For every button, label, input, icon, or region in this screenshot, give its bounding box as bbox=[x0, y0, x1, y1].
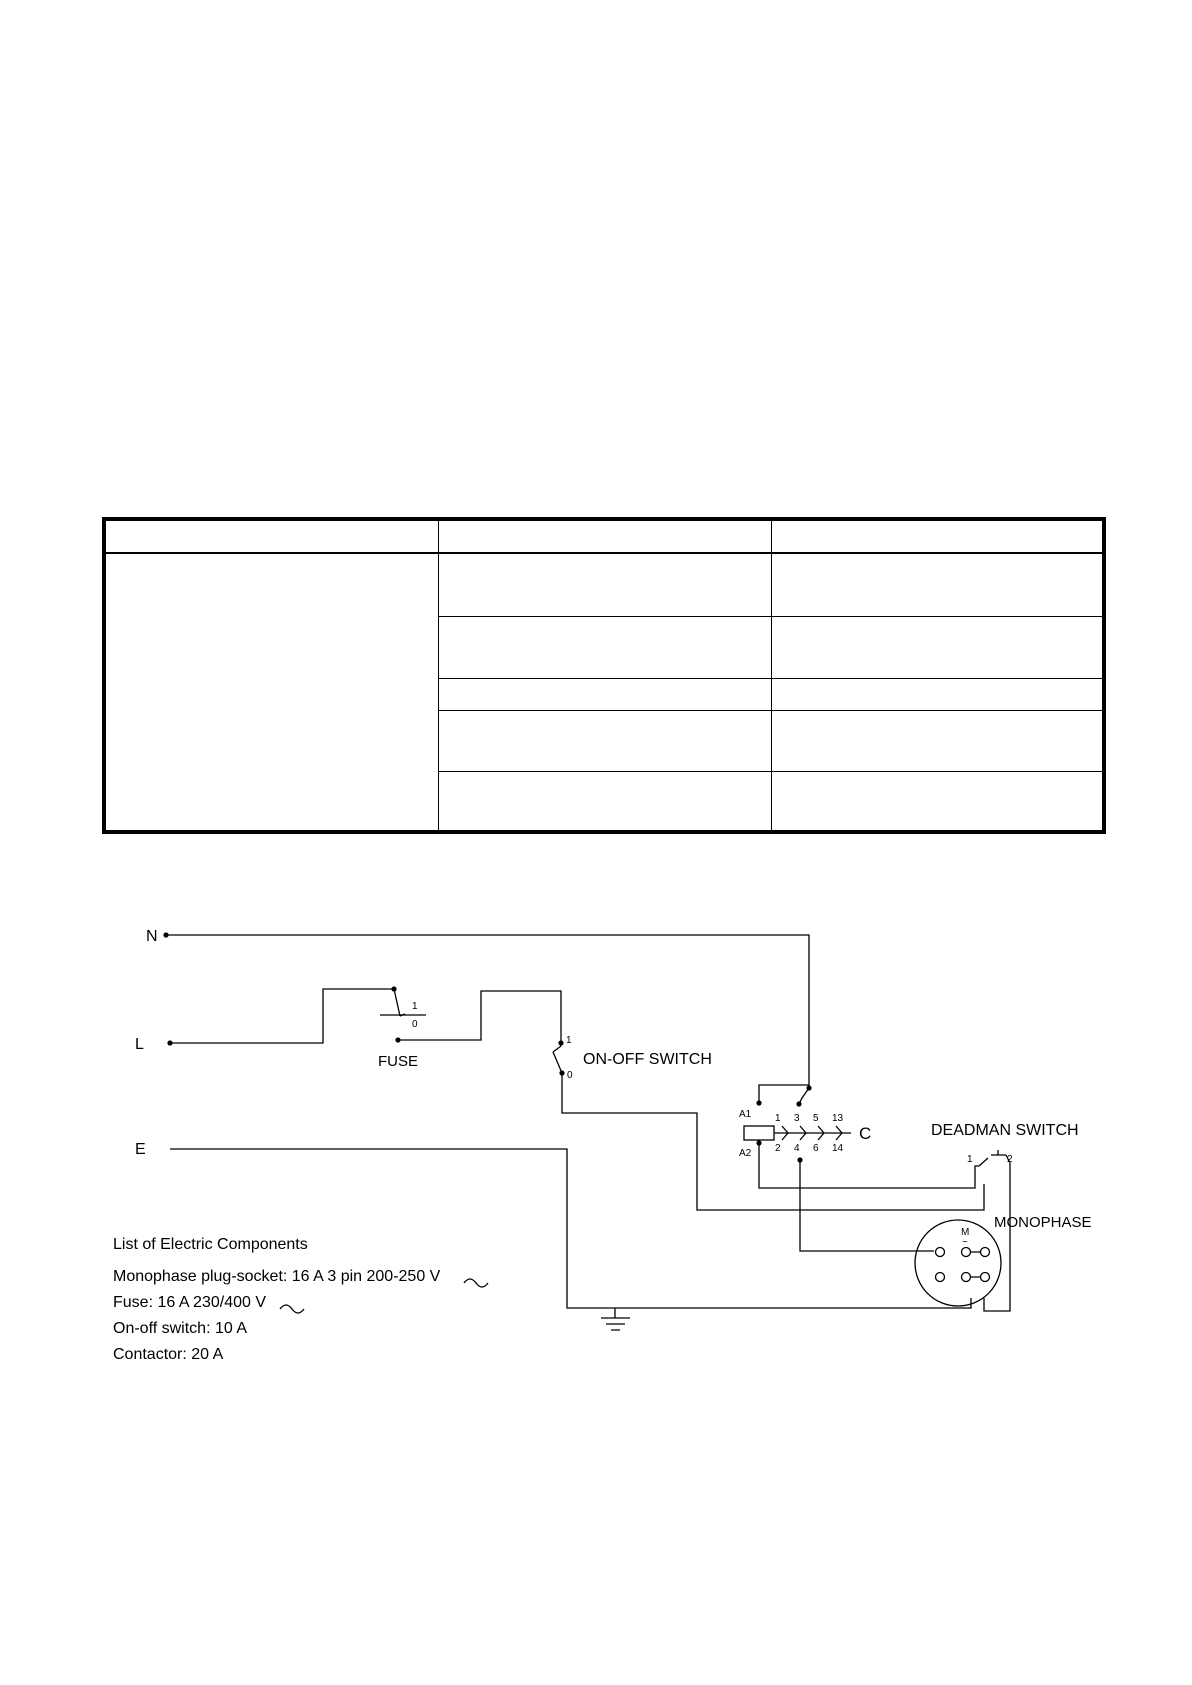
terminal-l-label: L bbox=[135, 1036, 144, 1053]
list-item: On-off switch: 10 A bbox=[113, 1320, 247, 1337]
deadman-pin2-label: 2 bbox=[1007, 1154, 1013, 1165]
contactor-a2-label: A2 bbox=[739, 1148, 752, 1159]
onoff-pos-on: 1 bbox=[566, 1035, 572, 1046]
contactor-pin-label: 13 bbox=[832, 1113, 844, 1124]
motor-ac-symbol: ~ bbox=[962, 1237, 968, 1248]
onoff-switch-label: ON-OFF SWITCH bbox=[583, 1051, 712, 1068]
contactor-pin-label: 14 bbox=[832, 1143, 844, 1154]
list-item: Fuse: 16 A 230/400 V bbox=[113, 1294, 267, 1311]
list-item: Monophase plug-socket: 16 A 3 pin 200-250 V bbox=[113, 1268, 441, 1285]
components-list bbox=[113, 1232, 440, 1368]
contactor-label: C bbox=[859, 1124, 872, 1143]
fuse-pos-off: 0 bbox=[412, 1019, 418, 1030]
terminal-n-label: N bbox=[146, 928, 158, 945]
fuse-label: FUSE bbox=[378, 1053, 419, 1070]
contactor-pin-label: 4 bbox=[794, 1143, 800, 1154]
fuse-pos-on: 1 bbox=[412, 1001, 418, 1012]
onoff-pos-off: 0 bbox=[567, 1070, 573, 1081]
motor-symbol: M bbox=[961, 1227, 970, 1238]
contactor-pin-label: 3 bbox=[794, 1113, 800, 1124]
terminal-e-label: E bbox=[135, 1141, 146, 1158]
contactor-pin-label: 5 bbox=[813, 1113, 819, 1124]
contactor-pin-label: 1 bbox=[775, 1113, 781, 1124]
deadman-switch-label: DEADMAN SWITCH bbox=[931, 1122, 1079, 1139]
monophase-label: MONOPHASE bbox=[994, 1214, 1092, 1231]
deadman-pin1-label: 1 bbox=[967, 1154, 973, 1165]
contactor-pin-label: 6 bbox=[813, 1143, 819, 1154]
contactor-pin-label: 2 bbox=[775, 1143, 781, 1154]
contactor-a1-label: A1 bbox=[739, 1109, 752, 1120]
components-list-title: List of Electric Components bbox=[113, 1236, 308, 1253]
list-item: Contactor: 20 A bbox=[113, 1346, 224, 1363]
